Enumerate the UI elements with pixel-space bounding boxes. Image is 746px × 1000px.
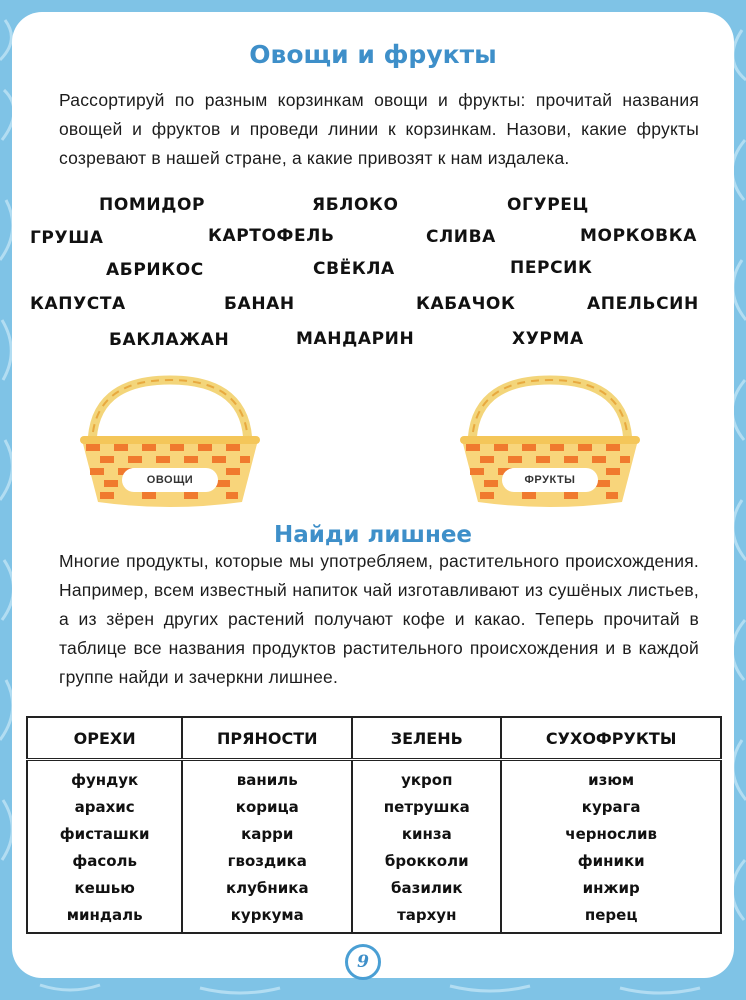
list-item[interactable]: фундук	[71, 771, 139, 789]
list-item[interactable]: кинза	[401, 825, 452, 843]
column-spices	[182, 760, 352, 934]
list-item[interactable]: арахис	[74, 798, 135, 816]
column-header: ОРЕХИ	[27, 717, 182, 760]
page-title: Овощи и фрукты	[249, 40, 497, 69]
list-item[interactable]: ваниль	[236, 771, 298, 789]
list-item[interactable]: укроп	[401, 771, 453, 789]
section-title: Найди лишнее	[273, 522, 473, 548]
list-item[interactable]: фасоль	[72, 852, 138, 870]
fruits-basket[interactable]	[458, 370, 642, 512]
word-item[interactable]: ОГУРЕЦ	[507, 195, 589, 215]
list-item[interactable]: тархун	[397, 906, 457, 924]
worksheet-page	[12, 12, 734, 978]
column-header: ПРЯНОСТИ	[182, 717, 352, 760]
list-item[interactable]: брокколи	[384, 852, 469, 870]
list-item[interactable]: чернослив	[565, 825, 658, 843]
table-header-row	[27, 717, 721, 760]
section-text: Многие продукты, которые мы употребляем, растительного происхождения. Например, всем известный напиток чай изготавливают из сушёных листьев, а из зёрен других растений получают кофе и какао. Теперь прочитай в таблице все названия продуктов растительного происхождения и в каждой группе найди и зачеркни лишнее.	[59, 551, 699, 687]
word-item[interactable]: ХУРМА	[512, 329, 584, 349]
word-item[interactable]: ПЕРСИК	[510, 258, 593, 278]
list-item[interactable]: карри	[241, 825, 294, 843]
column-nuts	[27, 760, 182, 934]
list-item[interactable]: клубника	[225, 879, 309, 897]
list-item[interactable]: гвоздика	[227, 852, 307, 870]
word-item[interactable]: БАКЛАЖАН	[109, 330, 230, 350]
word-item[interactable]: СВЁКЛА	[313, 259, 395, 279]
list-item[interactable]: миндаль	[66, 906, 143, 924]
basket-label-fruits: ФРУКТЫ	[524, 474, 576, 486]
table-row	[27, 760, 721, 934]
word-item[interactable]: МОРКОВКА	[580, 226, 697, 246]
list-item[interactable]: кешью	[74, 879, 135, 897]
list-item[interactable]: куркума	[230, 906, 304, 924]
column-greens	[352, 760, 501, 934]
page-number: 9	[345, 944, 381, 980]
list-item[interactable]: базилик	[391, 879, 463, 897]
basket-label-vegetables: ОВОЩИ	[146, 474, 194, 486]
vegetables-basket[interactable]	[78, 370, 262, 512]
column-header: СУХОФРУКТЫ	[501, 717, 721, 760]
word-item[interactable]: КАРТОФЕЛЬ	[208, 226, 335, 246]
word-item[interactable]: АБРИКОС	[106, 260, 204, 280]
list-item[interactable]: инжир	[582, 879, 640, 897]
word-item[interactable]: ЯБЛОКО	[312, 195, 399, 215]
word-item[interactable]: ПОМИДОР	[99, 195, 206, 215]
list-item[interactable]: петрушка	[383, 798, 470, 816]
list-item[interactable]: перец	[584, 906, 638, 924]
list-item[interactable]: изюм	[588, 771, 635, 789]
list-item[interactable]: корица	[235, 798, 299, 816]
products-table	[26, 716, 722, 934]
word-item[interactable]: ГРУША	[30, 228, 104, 248]
word-item[interactable]: СЛИВА	[426, 227, 496, 247]
list-item[interactable]: финики	[577, 852, 645, 870]
list-item[interactable]: фисташки	[59, 825, 150, 843]
word-item[interactable]: АПЕЛЬСИН	[587, 294, 699, 314]
column-dried-fruits	[501, 760, 721, 934]
word-item[interactable]: БАНАН	[224, 294, 295, 314]
word-item[interactable]: КАПУСТА	[30, 294, 126, 314]
column-header: ЗЕЛЕНЬ	[352, 717, 501, 760]
list-item[interactable]: курага	[581, 798, 641, 816]
word-item[interactable]: КАБАЧОК	[416, 294, 516, 314]
instruction-text: Рассортируй по разным корзинкам овощи и фрукты: прочитай названия овощей и фруктов и проведи линии к корзинкам. Назови, какие фрукты созревают в нашей стране, а какие привозят к нам издалека.	[59, 90, 699, 168]
word-item[interactable]: МАНДАРИН	[296, 329, 415, 349]
